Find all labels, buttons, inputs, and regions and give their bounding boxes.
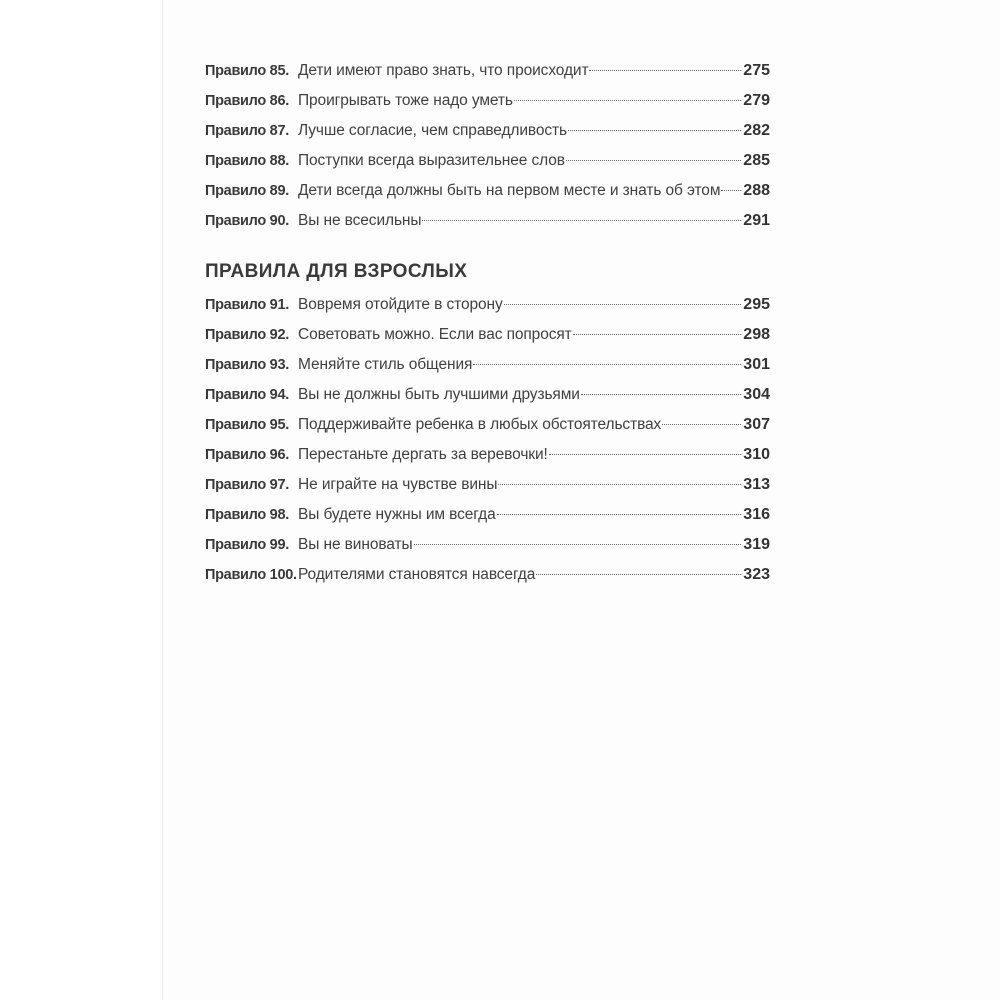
dot-leader bbox=[422, 220, 741, 221]
rule-title: Вы не всесильны bbox=[298, 212, 422, 229]
dot-leader bbox=[566, 160, 741, 161]
toc-entry bbox=[205, 536, 770, 566]
rule-number: Правило 99. bbox=[205, 537, 289, 553]
rule-title: Перестаньте дергать за веревочки! bbox=[298, 446, 548, 463]
rule-title: Поддерживайте ребенка в любых обстоятельствах bbox=[298, 416, 662, 433]
toc-entry bbox=[205, 212, 770, 242]
page-number: 291 bbox=[743, 212, 770, 229]
dot-leader bbox=[514, 100, 741, 101]
rule-number: Правило 93. bbox=[205, 357, 289, 373]
rule-number: Правило 88. bbox=[205, 153, 289, 169]
rule-title: Вы не виноваты bbox=[298, 536, 413, 553]
toc-entry bbox=[205, 476, 770, 506]
dot-leader bbox=[581, 394, 741, 395]
rule-number: Правило 96. bbox=[205, 447, 289, 463]
rule-number: Правило 98. bbox=[205, 507, 289, 523]
page-number: 301 bbox=[743, 356, 770, 373]
toc-entry bbox=[205, 386, 770, 416]
toc-group-1 bbox=[205, 62, 770, 242]
page-number: 285 bbox=[743, 152, 770, 169]
toc-entry bbox=[205, 92, 770, 122]
dot-leader bbox=[662, 424, 741, 425]
rule-number: Правило 100. bbox=[205, 567, 297, 583]
rule-title: Родителями становятся навсегда bbox=[298, 566, 536, 583]
rule-title: Дети всегда должны быть на первом месте и знать об этом bbox=[298, 182, 721, 199]
rule-title: Не играйте на чувстве вины bbox=[298, 476, 498, 493]
dot-leader bbox=[721, 190, 741, 191]
dot-leader bbox=[549, 454, 742, 455]
toc-entry bbox=[205, 296, 770, 326]
toc-entry bbox=[205, 416, 770, 446]
rule-title: Дети имеют право знать, что происходит bbox=[298, 62, 589, 79]
page-number: 316 bbox=[743, 506, 770, 523]
dot-leader bbox=[504, 304, 742, 305]
rule-title: Меняйте стиль общения bbox=[298, 356, 473, 373]
rule-title: Советовать можно. Если вас попросят bbox=[298, 326, 572, 343]
page-number: 310 bbox=[743, 446, 770, 463]
page-number: 307 bbox=[743, 416, 770, 433]
rule-title: Вы не должны быть лучшими друзьями bbox=[298, 386, 580, 403]
rule-number: Правило 97. bbox=[205, 477, 289, 493]
dot-leader bbox=[568, 130, 741, 131]
rule-title: Лучше согласие, чем справедливость bbox=[298, 122, 568, 139]
page-number: 313 bbox=[743, 476, 770, 493]
rule-number: Правило 90. bbox=[205, 213, 289, 229]
page-number: 319 bbox=[743, 536, 770, 553]
page-number: 288 bbox=[743, 182, 770, 199]
toc-entry bbox=[205, 326, 770, 356]
rule-number: Правило 91. bbox=[205, 297, 289, 313]
page-number: 275 bbox=[743, 62, 770, 79]
toc-entry bbox=[205, 566, 770, 596]
toc-entry bbox=[205, 62, 770, 92]
table-of-contents bbox=[205, 62, 770, 596]
dot-leader bbox=[573, 334, 742, 335]
dot-leader bbox=[536, 574, 741, 575]
rule-number: Правило 95. bbox=[205, 417, 289, 433]
rule-number: Правило 85. bbox=[205, 63, 289, 79]
rule-number: Правило 89. bbox=[205, 183, 289, 199]
page-number: 304 bbox=[743, 386, 770, 403]
page-number: 323 bbox=[743, 566, 770, 583]
dot-leader bbox=[498, 484, 741, 485]
toc-entry bbox=[205, 356, 770, 386]
rule-number: Правило 87. bbox=[205, 123, 289, 139]
page-number: 282 bbox=[743, 122, 770, 139]
rule-title: Вы будете нужны им всегда bbox=[298, 506, 496, 523]
page-number: 295 bbox=[743, 296, 770, 313]
rule-title: Проигрывать тоже надо уметь bbox=[298, 92, 513, 109]
toc-entry bbox=[205, 122, 770, 152]
page-number: 298 bbox=[743, 326, 770, 343]
rule-title: Поступки всегда выразительнее слов bbox=[298, 152, 565, 169]
rule-title: Вовремя отойдите в сторону bbox=[298, 296, 503, 313]
page-number: 279 bbox=[743, 92, 770, 109]
dot-leader bbox=[589, 70, 741, 71]
section-heading: ПРАВИЛА ДЛЯ ВЗРОСЛЫХ bbox=[205, 261, 468, 282]
dot-leader bbox=[414, 544, 742, 545]
toc-entry bbox=[205, 152, 770, 182]
dot-leader bbox=[473, 364, 741, 365]
rule-number: Правило 86. bbox=[205, 93, 289, 109]
toc-entry bbox=[205, 182, 770, 212]
toc-entry bbox=[205, 446, 770, 476]
toc-group-2 bbox=[205, 296, 770, 596]
dot-leader bbox=[497, 514, 742, 515]
rule-number: Правило 92. bbox=[205, 327, 289, 343]
rule-number: Правило 94. bbox=[205, 387, 289, 403]
toc-entry bbox=[205, 506, 770, 536]
